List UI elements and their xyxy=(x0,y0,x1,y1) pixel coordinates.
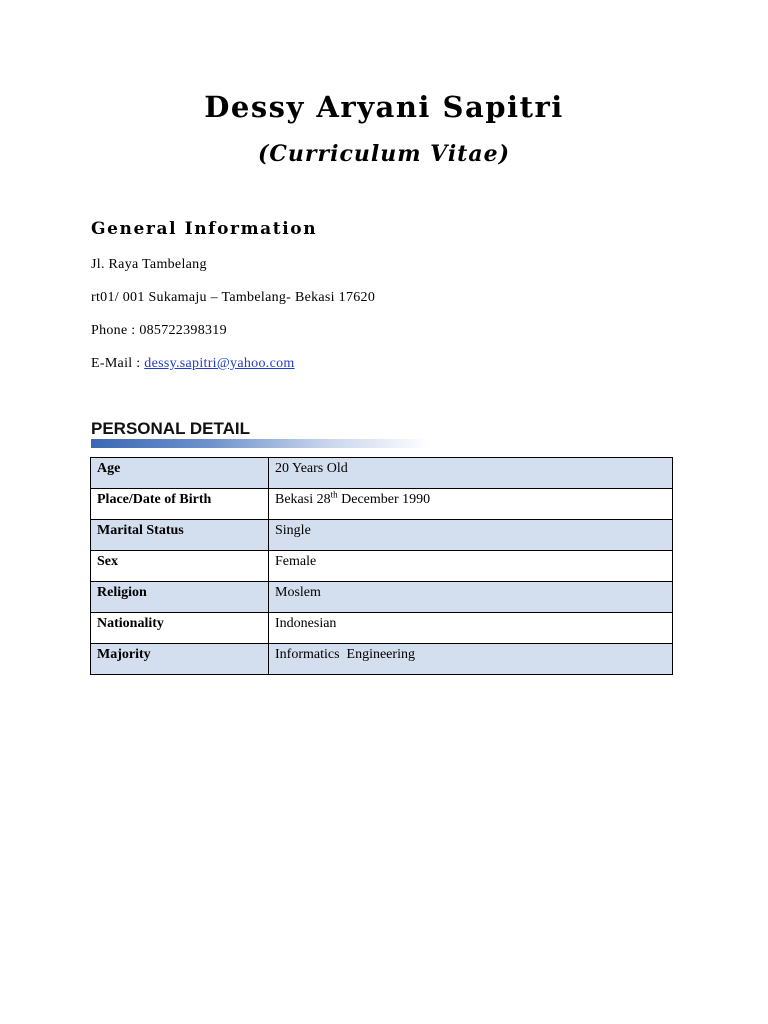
row-value-nationality: Indonesian xyxy=(269,613,673,644)
row-value-religion: Moslem xyxy=(269,582,673,613)
row-value-birth xyxy=(269,489,673,520)
cv-subtitle: (Curriculum Vitae) xyxy=(258,141,510,167)
table-row xyxy=(91,582,673,613)
row-label-marital-status: Marital Status xyxy=(91,520,269,551)
table-row xyxy=(91,520,673,551)
personal-detail-table xyxy=(90,457,673,675)
table-row xyxy=(91,458,673,489)
address-line-1: Jl. Raya Tambelang xyxy=(91,257,207,272)
table-row xyxy=(91,489,673,520)
phone-line xyxy=(91,323,227,339)
phone-number: 085722398319 xyxy=(139,323,227,338)
email-label: E-Mail : xyxy=(91,356,141,371)
address-line-2: rt01/ 001 Sukamaju – Tambelang- Bekasi 17620 xyxy=(91,290,376,305)
email-link[interactable]: dessy.sapitri@yahoo.com xyxy=(144,356,295,371)
row-label-religion: Religion xyxy=(91,582,269,613)
personal-detail-underline-bar xyxy=(91,439,431,448)
row-label-nationality: Nationality xyxy=(91,613,269,644)
table-row xyxy=(91,551,673,582)
table-row xyxy=(91,613,673,644)
table-row xyxy=(91,644,673,675)
birth-prefix: Bekasi 28 xyxy=(275,492,331,507)
row-value-marital-status: Single xyxy=(269,520,673,551)
row-value-age: 20 Years Old xyxy=(269,458,673,489)
row-label-age: Age xyxy=(91,458,269,489)
row-label-sex: Sex xyxy=(91,551,269,582)
personal-detail-heading: PERSONAL DETAIL xyxy=(91,419,250,438)
row-label-birth: Place/Date of Birth xyxy=(91,489,269,520)
email-line xyxy=(91,356,295,372)
row-value-majority: Informatics Engineering xyxy=(269,644,673,675)
birth-suffix: December 1990 xyxy=(337,492,431,507)
phone-label: Phone : xyxy=(91,323,136,338)
birth-ordinal-suffix: th xyxy=(330,489,338,500)
row-label-majority: Majority xyxy=(91,644,269,675)
general-information-heading: General Information xyxy=(91,219,318,239)
row-value-sex: Female xyxy=(269,551,673,582)
cv-name-heading: Dessy Aryani Sapitri xyxy=(204,90,564,124)
